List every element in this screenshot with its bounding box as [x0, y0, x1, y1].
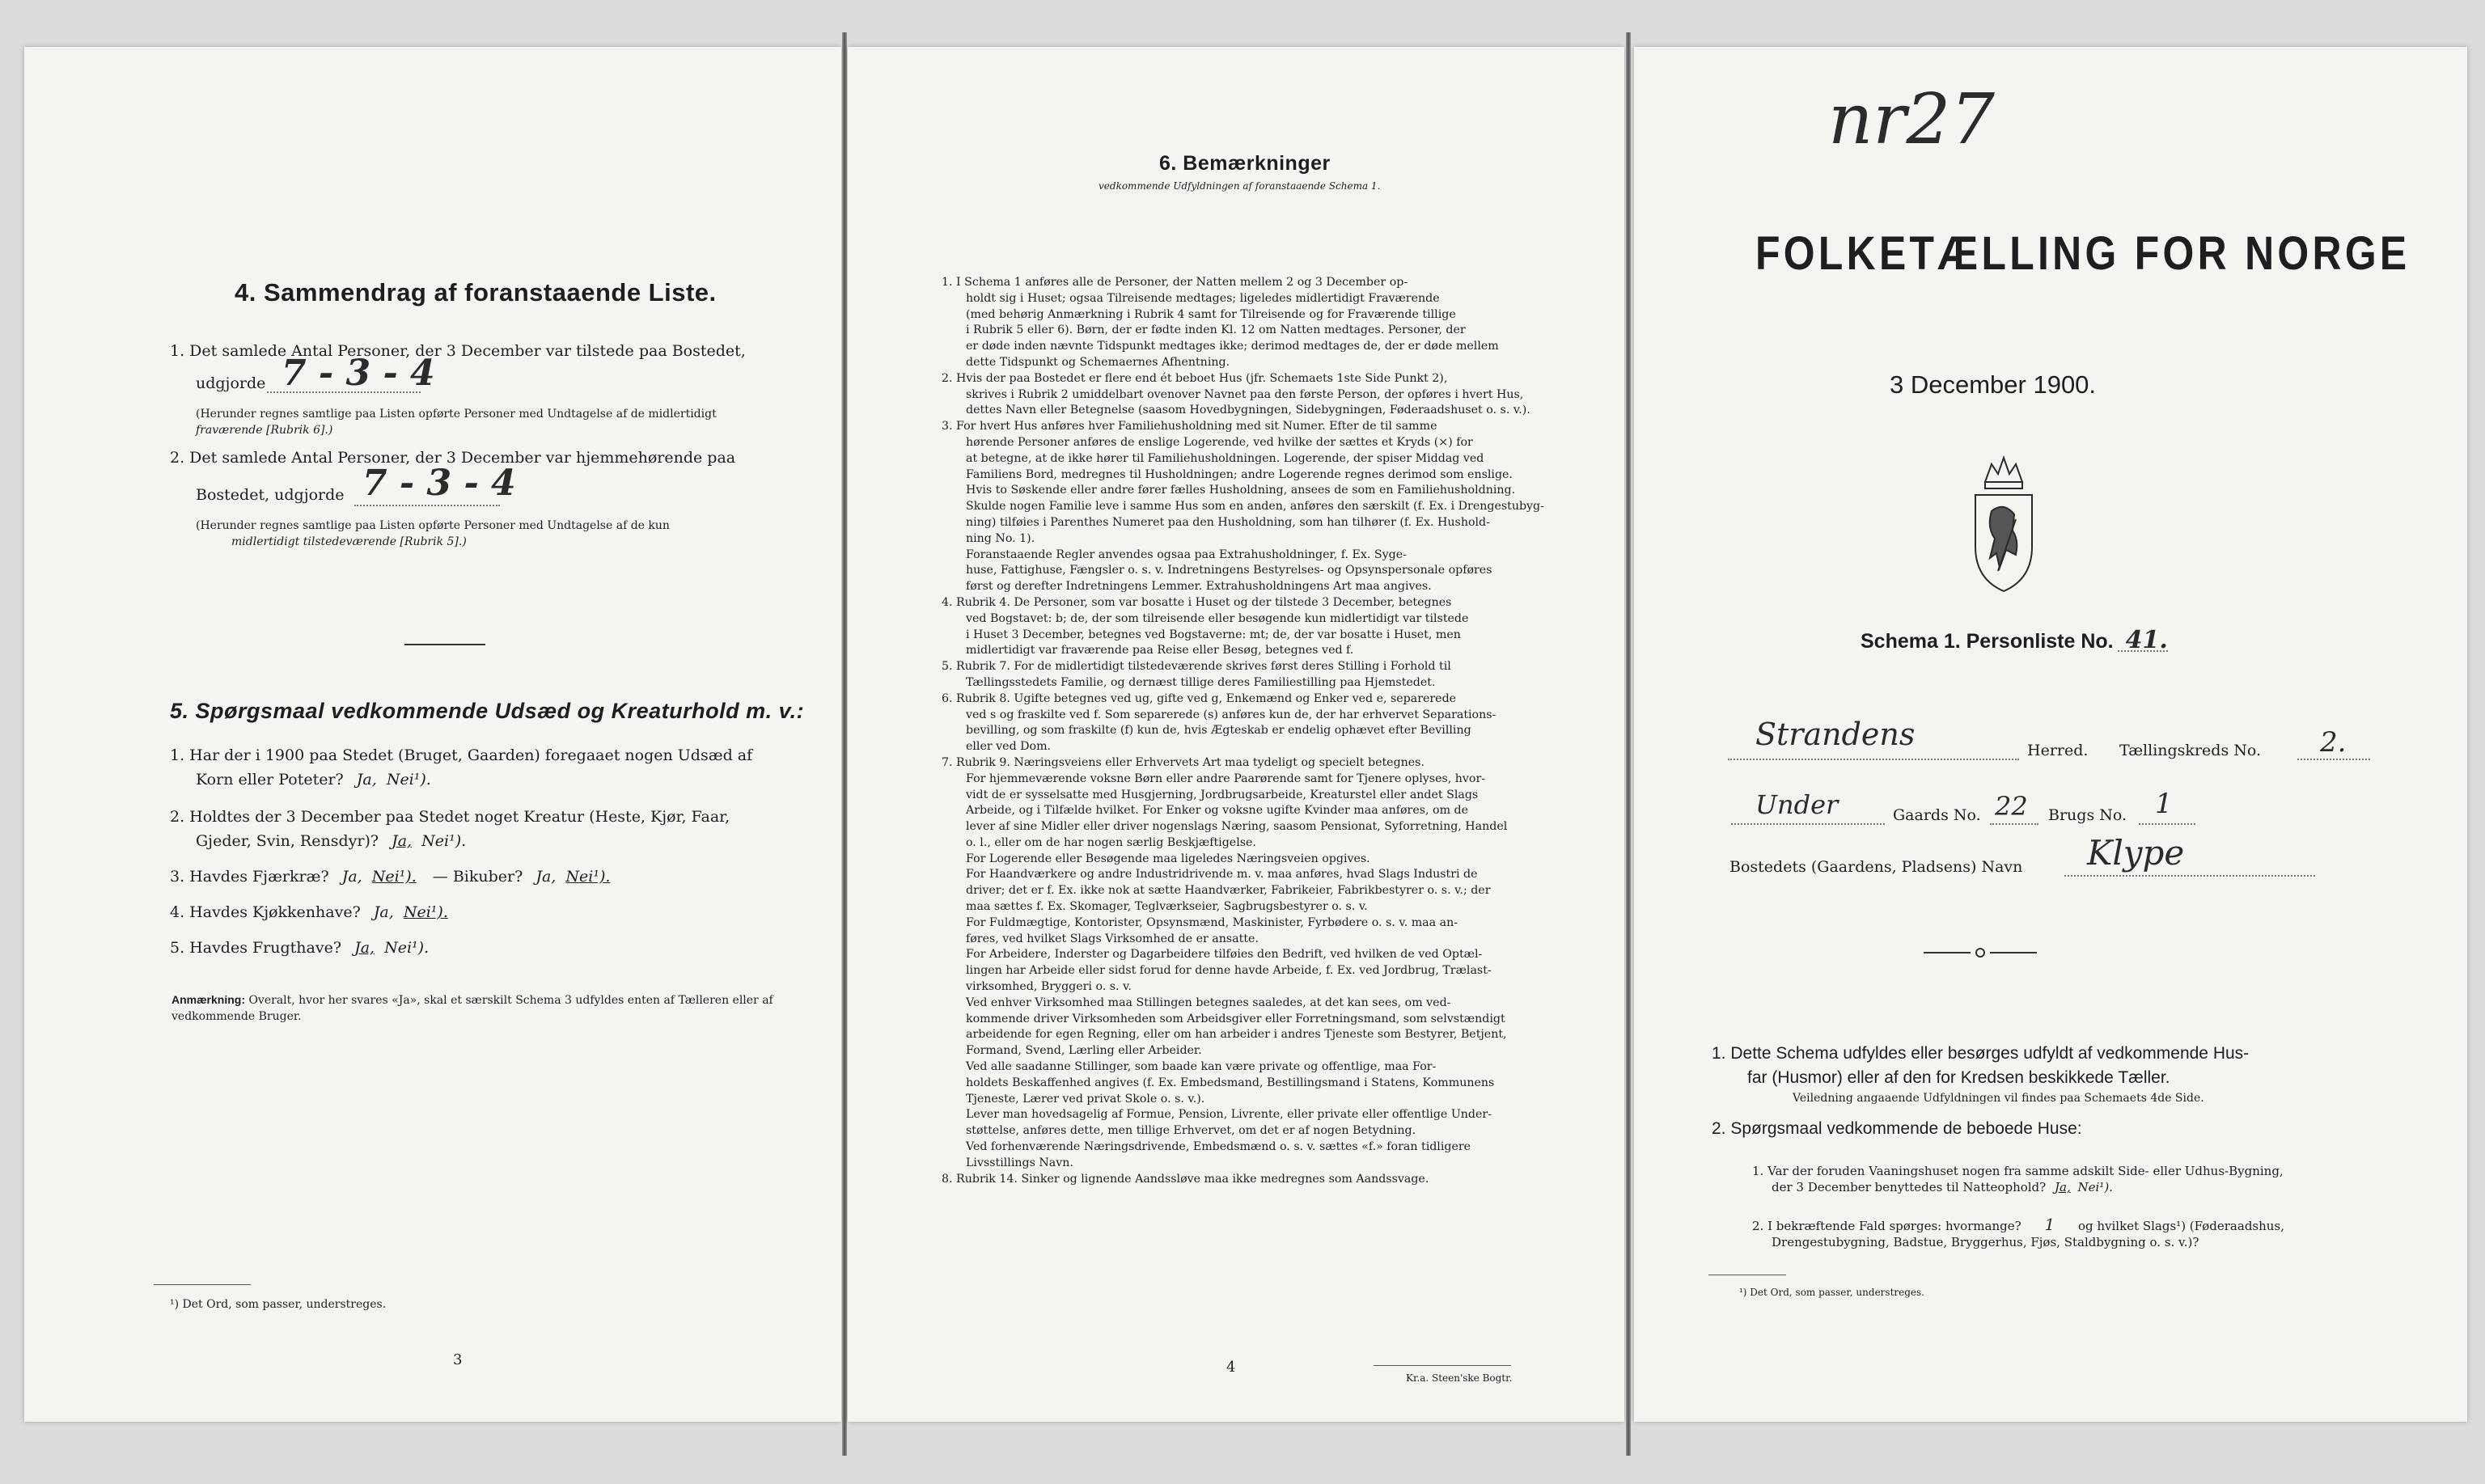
page-number-3: 3 [453, 1351, 463, 1368]
s5-q4-ja[interactable]: Ja, [373, 903, 394, 921]
remarks-line: For Logerende eller Besøgende maa ligeledes Næringsveien opgives. [966, 852, 1370, 865]
remarks-line: bevilling, og som fraskilte (f) kun de, hvis Ægteskab er endelig ophævet efter Bevilling [966, 724, 1471, 738]
archive-mark-handwritten: nr27 [1828, 79, 1995, 160]
schema-label: Schema 1. Personliste No. [1861, 630, 2114, 653]
remarks-line: (med behørig Anmærkning i Rubrik 4 samt for Tilreisende og for Fraværende tillige [966, 307, 1456, 321]
anmaerkning-text: Overalt, hvor her svares «Ja», skal et særskilt Schema 3 udfyldes enten af Tælleren eller af vedkommende Bruger. [171, 994, 773, 1023]
s5-q3-bikuber-ja[interactable]: Ja, [536, 868, 557, 886]
remarks-line: Tjeneste, Lærer ved privat Skole o. s. v.). [966, 1092, 1205, 1106]
remarks-line: 7. Rubrik 9. Næringsveiens eller Erhvervets Art maa tydeligt og specielt betegnes. [942, 755, 1425, 769]
remarks-line: Hvis to Søskende eller andre fører fælles Husholdning, ansees de som en Familiehusholdning. [966, 484, 1516, 497]
s5-q5-ja[interactable]: Ja, [354, 939, 375, 957]
bosted-handwritten: Klype [2087, 833, 2185, 873]
census-title: FOLKETÆLLING FOR NORGE [1755, 227, 2411, 280]
schema-number-fill-line [2118, 650, 2168, 652]
page-fold-right [1626, 32, 1631, 1456]
remarks-line: skrives i Rubrik 2 umiddelbart ovenover Navnet paa den første Person, der opføres i hvert Hus, [966, 387, 1524, 401]
footnote: ¹) Det Ord, som passer, understreges. [170, 1298, 387, 1311]
remarks-line: i Rubrik 5 eller 6). Børn, der er fødte inden Kl. 12 om Natten medtages. Personer, der [966, 323, 1466, 337]
s4-item-2-note-a: (Herunder regnes samtlige paa Listen opførte Personer med Undtagelse af de kun [196, 519, 670, 532]
p1-q2-line-c: Drengestubygning, Badstue, Bryggerhus, Fjøs, Staldbygning o. s. v.)? [1772, 1235, 2199, 1249]
remarks-line: 3. For hvert Hus anføres hver Familiehusholdning med sit Numer. Efter de til samme [942, 420, 1437, 433]
p1-q2-handwritten: 1 [2044, 1215, 2055, 1234]
remarks-line: lever af sine Midler eller driver nogenslags Næring, saasom Pensionat, Syforretning, Handel [966, 820, 1508, 834]
remarks-list [942, 275, 1589, 1187]
gaards-label: Gaards No. [1893, 806, 1981, 824]
remarks-line: ning No. 1). [966, 531, 1035, 545]
page-1 [1634, 47, 2467, 1422]
brugs-label: Brugs No. [2048, 806, 2127, 824]
s4-item-2-line-a: 2. Det samlede Antal Personer, der 3 December var hjemmehørende paa [170, 449, 736, 467]
s5-q5-line [170, 936, 429, 959]
s5-q3-line [170, 865, 610, 888]
s5-q2-nei[interactable]: Nei¹). [421, 832, 467, 850]
remarks-line: Livsstillings Navn. [966, 1156, 1073, 1169]
s5-q5-text: 5. Havdes Frugthave? [170, 939, 342, 957]
remarks-line: Tællingsstedets Familie, og dernæst tillige deres Familiestilling paa Hjemstedet. [966, 675, 1436, 689]
p1-item-1-line-c: Veiledning angaaende Udfyldningen vil findes paa Schemaets 4de Side. [1793, 1092, 2204, 1105]
herred-label: Herred. [2027, 742, 2089, 759]
remarks-line: føres, ved hvilket Slags Virksomhed de er ansatte. [966, 932, 1259, 945]
anmaerkning-label: Anmærkning: [171, 993, 245, 1006]
s5-q2-line-a: 2. Holdtes der 3 December paa Stedet noget Kreatur (Heste, Kjør, Faar, [170, 808, 730, 826]
remarks-line: holdets Beskaffenhed angives (f. Ex. Embedsmand, Bestillingsmand i Statens, Kommunens [966, 1076, 1495, 1089]
remarks-line: For hjemmeværende voksne Børn eller andre Paarørende samt for Tjenere oplyses, hvor- [966, 772, 1486, 785]
page-fold-left [842, 32, 847, 1456]
remarks-line: holdt sig i Huset; ogsaa Tilreisende medtages; ligeledes midlertidigt Fraværende [966, 291, 1440, 305]
remarks-line: Ved alle saadanne Stillinger, som baade kan være private og offentlige, maa For- [966, 1060, 1437, 1074]
s5-q1-ja[interactable]: Ja, [356, 771, 377, 789]
schema-number-handwritten: 41. [2125, 626, 2168, 654]
s4-item-2-line-b: Bostedet, udgjorde [196, 486, 345, 504]
page-number-4: 4 [1226, 1359, 1236, 1376]
remarks-title: 6. Bemærkninger [1159, 152, 1331, 175]
remarks-line: Skulde nogen Familie leve i samme Hus som en anden, anføres den særskilt (f. Ex. i Drengestubyg- [966, 500, 1544, 514]
brugs-number-handwritten: 1 [2155, 788, 2173, 820]
s5-q3-bikuber-text: — Bikuber? [432, 868, 523, 886]
s5-q1-nei[interactable]: Nei¹). [386, 771, 431, 789]
s4-item-1-line-b: udgjorde [196, 374, 266, 392]
under-fill-line [1731, 823, 1885, 825]
s4-item-1-note-a: (Herunder regnes samtlige paa Listen opførte Personer med Undtagelse af de midlertidigt [196, 408, 717, 421]
remarks-line: Familiens Bord, medregnes til Husholdningen; andre Logerende regnes derimod som enslige. [966, 467, 1513, 481]
herred-handwritten: Strandens [1755, 717, 1916, 752]
remarks-line: 6. Rubrik 8. Ugifte betegnes ved ug, gifte ved g, Enkemænd og Enker ved e, separerede [942, 691, 1457, 705]
p1-q1-nei[interactable]: Nei¹). [2077, 1180, 2113, 1194]
remarks-line: For Fuldmægtige, Kontorister, Opsynsmænd, Maskinister, Fyrbødere o. s. v. maa an- [966, 915, 1458, 929]
remarks-line: 2. Hvis der paa Bostedet er flere end ét beboet Hus (jfr. Schemaets 1ste Side Punkt 2), [942, 371, 1448, 385]
brugs-fill-line [2139, 823, 2195, 825]
p1-q1-ja[interactable]: Ja, [2054, 1180, 2071, 1194]
s5-q4-line [170, 901, 448, 924]
remarks-line: huse, Fattighuse, Fængsler o. s. v. Indretningens Bestyrelses- og Opsynspersonale opføres [966, 564, 1492, 577]
s5-q1-line-a: 1. Har der i 1900 paa Stedet (Bruget, Gaarden) foregaaet nogen Udsæd af [170, 746, 753, 764]
under-handwritten: Under [1755, 789, 1839, 820]
s5-q2-text: Gjeder, Svin, Rensdyr)? [196, 832, 379, 850]
remarks-line: at betegne, at de ikke hører til Familiehusholdningen. Logerende, der spiser Middag ved [966, 451, 1484, 465]
p1-q2-line-a [1752, 1216, 2448, 1234]
p1-item-2: 2. Spørgsmaal vedkommende de beboede Huse: [1712, 1119, 2082, 1138]
p1-item-1-line-b: far (Husmor) eller af den for Kredsen beskikkede Tæller. [1747, 1068, 2170, 1087]
remarks-line: For Arbeidere, Inderster og Dagarbeidere tilføies den Bedrift, ved hvilken de ved Optæl- [966, 948, 1483, 962]
p1-item-1 [1712, 1042, 2440, 1106]
remarks-line: ved s og fraskilte ved f. Som separerede (s) anføres kun de, der har erhvervet Separations- [966, 708, 1497, 721]
remarks-line: Formand, Svend, Lærling eller Arbeider. [966, 1044, 1202, 1058]
remarks-line: dette Tidspunkt og Schemaernes Afhentning. [966, 355, 1230, 369]
s5-q1-line-b [196, 768, 431, 791]
s5-q5-nei[interactable]: Nei¹). [384, 939, 430, 957]
remarks-line: først og derefter Indretningens Lemmer. Extrahusholdningens Art maa angives. [966, 580, 1432, 594]
remarks-line: hørende Personer anføres de enslige Logerende, ved hvilke der sættes et Kryds (×) for [966, 435, 1473, 449]
remarks-line: Foranstaaende Regler anvendes ogsaa paa Extrahusholdninger, f. Ex. Syge- [966, 548, 1407, 561]
s5-q1-text: Korn eller Poteter? [196, 771, 344, 789]
remarks-line: For Haandværkere og andre Industridrivende m. v. maa anføres, hvad Slags Industri de [966, 868, 1478, 882]
s4-item-1-handwritten-value: 7 - 3 - 4 [282, 353, 435, 394]
p1-item-1-line-a: 1. Dette Schema udfyldes eller besørges udfyldt af vedkommende Hus- [1712, 1044, 2250, 1063]
remarks-line: arbeidende for egen Regning, eller om han arbeider i andres Tjeneste som Bestyrer, Betjent, [966, 1028, 1507, 1042]
kreds-label: Tællingskreds No. [2119, 742, 2261, 759]
gaards-fill-line [1990, 823, 2038, 825]
remarks-line: driver; det er f. Ex. ikke nok at sætte Haandværker, Fabrikeier, Fabrikbestyrer o. s. v.; der [966, 884, 1491, 898]
p1-q1 [1752, 1163, 2448, 1195]
p1-q2-text: 2. I bekræftende Fald spørges: hvormange? [1752, 1219, 2021, 1233]
printer-mark: Kr.a. Steen'ske Bogtr. [1406, 1372, 1513, 1384]
s5-q3-text: 3. Havdes Fjærkræ? [170, 868, 329, 886]
remarks-line: Arbeide, og i Tilfælde hvilket. For Enker og voksne ugifte Kvinder maa anføres, om de [966, 804, 1469, 818]
bosted-label: Bostedets (Gaardens, Pladsens) Navn [1729, 858, 2023, 876]
remarks-line: Lever man hovedsagelig af Formue, Pension, Livrente, eller private eller offentlige Under- [966, 1108, 1492, 1122]
coat-of-arms-icon [1967, 450, 2040, 595]
s5-q3-nei[interactable]: Nei¹). [371, 868, 417, 886]
section-divider [404, 644, 485, 645]
remarks-line: dettes Navn eller Betegnelse (saasom Hovedbygningen, Sidebygningen, Føderaadshuset o. s. v.). [966, 404, 1530, 417]
section-4-title: 4. Sammendrag af foranstaaende Liste. [235, 278, 717, 307]
remarks-line: kommende driver Virksomheden som Arbeidsgiver eller Forretningsmand, som selvstændigt [966, 1012, 1505, 1025]
remarks-line: 5. Rubrik 7. For de midlertidigt tilstedeværende skrives først deres Stilling i Forhold til [942, 660, 1451, 674]
herred-fill-line [1728, 759, 2019, 760]
remarks-line: ved Bogstavet: b; de, der som tilreisende eller besøgende kun midlertidigt var tilstede [966, 611, 1469, 625]
kreds-number-handwritten: 2. [2320, 726, 2347, 759]
s5-q3-bikuber-nei[interactable]: Nei¹). [565, 868, 611, 886]
remarks-line: er døde inden nævnte Tidspunkt medtages ikke; derimod medtages de, der er døde mellem [966, 340, 1499, 353]
s5-q2-ja[interactable]: Ja, [392, 832, 413, 850]
remarks-line: lingen har Arbeide eller sidst forud for denne havde Arbeide, f. Ex. ved Jordbrug, Trælast- [966, 964, 1492, 978]
section-5-title: 5. Spørgsmaal vedkommende Udsæd og Kreaturhold m. v.: [170, 699, 805, 723]
p1-q1-text: der 3 December benyttedes til Natteophold? [1772, 1180, 2047, 1194]
p1-q2 [1752, 1216, 2448, 1250]
printer-rule [1374, 1365, 1511, 1366]
p1-q1-line-b [1752, 1179, 2448, 1195]
remarks-line: virksomhed, Bryggeri o. s. v. [966, 980, 1132, 994]
ornament-divider-icon [1924, 945, 2037, 961]
remarks-line: støttelse, anføres dette, men tillige Erhvervet, om det er af nogen Betydning. [966, 1124, 1416, 1138]
remarks-line: eller ved Dom. [966, 740, 1052, 754]
s4-item-2-fill-line [354, 505, 500, 506]
remarks-line: 4. Rubrik 4. De Personer, som var bosatte i Huset og der tilstede 3 December, betegnes [942, 595, 1452, 609]
s5-q2-line-b [196, 830, 466, 852]
gaards-number-handwritten: 22 [1995, 791, 2028, 822]
remarks-line: midlertidigt var fraværende paa Reise eller Besøg, betegnes ved f. [966, 644, 1354, 657]
s5-q4-nei[interactable]: Nei¹). [403, 903, 448, 921]
remarks-line: maa sættes f. Ex. Skomager, Teglværkseier, Sagbrugsbestyrer o. s. v. [966, 900, 1368, 914]
s5-q3-ja[interactable]: Ja, [341, 868, 362, 886]
footnote-rule [154, 1284, 251, 1285]
s5-q4-text: 4. Havdes Kjøkkenhave? [170, 903, 361, 921]
remarks-line: Ved forhenværende Næringsdrivende, Embedsmænd o. s. v. sættes «f.» foran tidligere [966, 1140, 1471, 1154]
census-date: 3 December 1900. [1890, 370, 2097, 399]
remarks-subtitle: vedkommende Udfyldningen af foranstaaende Schema 1. [1099, 180, 1381, 192]
s4-item-2-handwritten-value: 7 - 3 - 4 [362, 463, 516, 504]
s4-item-2-note-b: midlertidigt tilstedeværende [Rubrik 5].) [231, 535, 467, 548]
p1-q1-line-a: 1. Var der foruden Vaaningshuset nogen fra samme adskilt Side- eller Udhus-Bygning, [1752, 1164, 2284, 1178]
remarks-line: Ved enhver Virksomhed maa Stillingen betegnes saaledes, at det kan sees, om ved- [966, 996, 1451, 1009]
remarks-line: i Huset 3 December, betegnes ved Bogstaverne: mt; de, der var bosatte i Huset, men [966, 628, 1461, 641]
s4-item-1-line-a: 1. Det samlede Antal Personer, der 3 December var tilstede paa Bostedet, [170, 342, 746, 360]
page-3 [24, 47, 841, 1422]
p1-footnote: ¹) Det Ord, som passer, understreges. [1739, 1287, 1924, 1298]
bosted-fill-line [2064, 875, 2315, 877]
anmaerkning [171, 991, 802, 1025]
remarks-line: 8. Rubrik 14. Sinker og lignende Aandssløve maa ikke medregnes som Aandssvage. [942, 1172, 1429, 1186]
s4-item-1-note-b: fraværende [Rubrik 6].) [196, 424, 333, 437]
remarks-line: o. l., eller om de har nogen særlig Beskjæftigelse. [966, 835, 1256, 849]
p1-q2-text-b: og hvilket Slags¹) (Føderaadshus, [2077, 1219, 2284, 1233]
remarks-line: vidt de er sysselsatte med Husgjerning, Jordbrugsarbeide, Kreaturstel eller andet Slags [966, 788, 1479, 801]
remarks-line: 1. I Schema 1 anføres alle de Personer, der Natten mellem 2 og 3 December op- [942, 276, 1408, 289]
remarks-line: ning) tilføies i Parenthes Numeret paa den Husholdning, som han tilhører (f. Ex. Hushold- [966, 515, 1490, 529]
page-4 [848, 47, 1624, 1422]
kreds-fill-line [2297, 759, 2370, 760]
